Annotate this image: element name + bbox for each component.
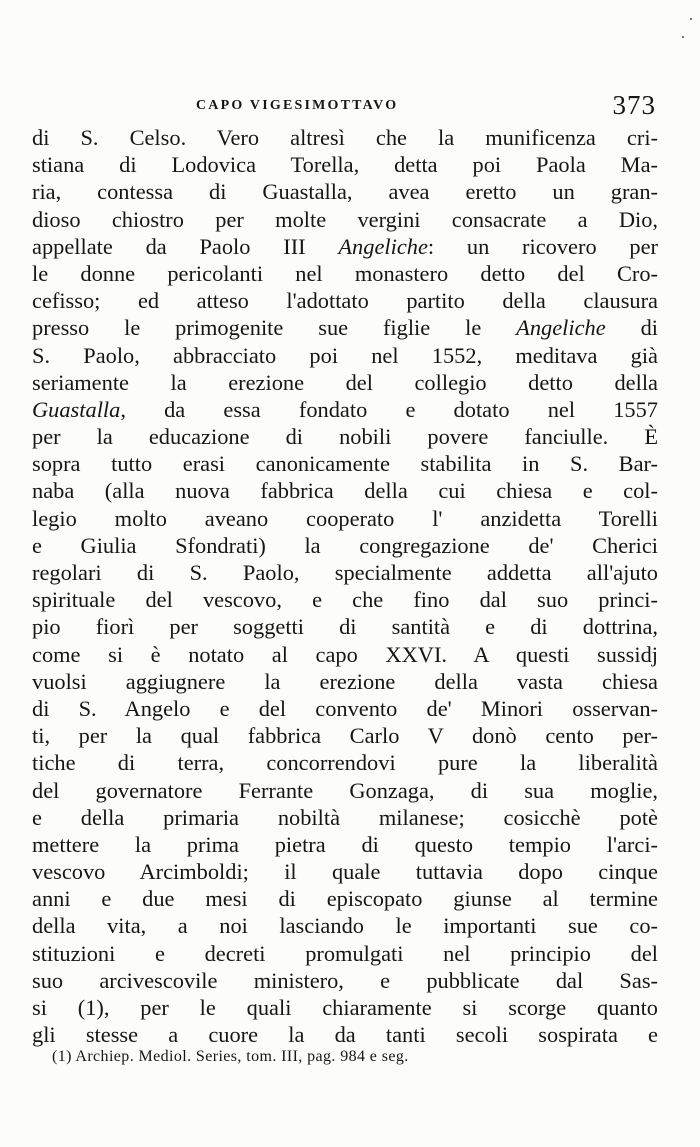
text-line: sopra tutto erasi canonicamente stabilita in S. Bar- xyxy=(32,451,658,477)
text-line: per la educazione di nobili povere fanciulle. È xyxy=(32,424,658,450)
text-line: come si è notato al capo XXVI. A questi sussidj xyxy=(32,641,658,667)
text-line: dioso chiostro per molte vergini consacrate a Dio, xyxy=(32,206,658,232)
text-line: stiana di Lodovica Torella, detta poi Paola Ma- xyxy=(32,152,658,178)
text-line: della vita, a noi lasciando le importanti sue co- xyxy=(32,913,658,939)
text-line: legio molto aveano cooperato l' anzidetta Torelli xyxy=(32,505,658,531)
text-line: gli stesse a cuore la da tanti secoli sospirata e xyxy=(32,1022,658,1048)
text-line: appellate da Paolo III Angeliche: un ricovero per xyxy=(32,233,658,259)
text-line: naba (alla nuova fabbrica della cui chiesa e col- xyxy=(32,478,658,504)
text-line: anni e due mesi di episcopato giunse al termine xyxy=(32,886,658,912)
page-number: 373 xyxy=(612,90,656,120)
scan-speck xyxy=(690,18,692,20)
text-line: del governatore Ferrante Gonzaga, di sua moglie, xyxy=(32,777,658,803)
body-text xyxy=(32,124,658,1048)
text-line: ti, per la qual fabbrica Carlo V donò cento per- xyxy=(32,723,658,749)
page-header xyxy=(32,92,666,122)
text-line: presso le primogenite sue figlie le Angeliche di xyxy=(32,315,658,341)
text-line: pio fiorì per soggetti di santità e di dottrina, xyxy=(32,614,658,640)
text-line: S. Paolo, abbracciato poi nel 1552, meditava già xyxy=(32,342,658,368)
text-line: suo arcivescovile ministero, e pubblicate dal Sas- xyxy=(32,967,658,993)
footnote: (1) Archiep. Mediol. Series, tom. III, pag. 984 e seg. xyxy=(52,1048,409,1065)
text-line: tiche di terra, concorrendovi pure la liberalità xyxy=(32,750,658,776)
running-head: CAPO VIGESIMOTTAVO xyxy=(196,98,399,113)
text-line: stituzioni e decreti promulgati nel principio del xyxy=(32,940,658,966)
text-line: regolari di S. Paolo, specialmente addetta all'ajuto xyxy=(32,560,658,585)
text-line: spirituale del vescovo, e che fino dal suo princi- xyxy=(32,587,658,613)
text-line: Guastalla, da essa fondato e dotato nel 1557 xyxy=(32,396,658,422)
text-line: mettere la prima pietra di questo tempio l'arci- xyxy=(32,831,658,857)
text-line: di S. Celso. Vero altresì che la munificenza cri- xyxy=(32,125,658,150)
text-line: vuolsi aggiugnere la erezione della vasta chiesa xyxy=(32,668,658,694)
text-line: seriamente la erezione del collegio detto della xyxy=(32,369,658,395)
scan-speck xyxy=(682,36,684,38)
text-line: vescovo Arcimboldi; il quale tuttavia dopo cinque xyxy=(32,859,658,885)
text-line: e Giulia Sfondrati) la congregazione de' Cherici xyxy=(32,532,658,558)
text-line: di S. Angelo e del convento de' Minori osservan- xyxy=(32,695,658,721)
text-line: le donne pericolanti nel monastero detto del Cro- xyxy=(32,260,658,286)
text-line: cefisso; ed atteso l'adottato partito della clausura xyxy=(32,288,658,314)
text-line: e della primaria nobiltà milanese; cosicchè potè xyxy=(32,804,658,830)
text-line: si (1), per le quali chiaramente si scorge quanto xyxy=(32,995,658,1020)
text-line: ria, contessa di Guastalla, avea eretto un gran- xyxy=(32,179,658,205)
